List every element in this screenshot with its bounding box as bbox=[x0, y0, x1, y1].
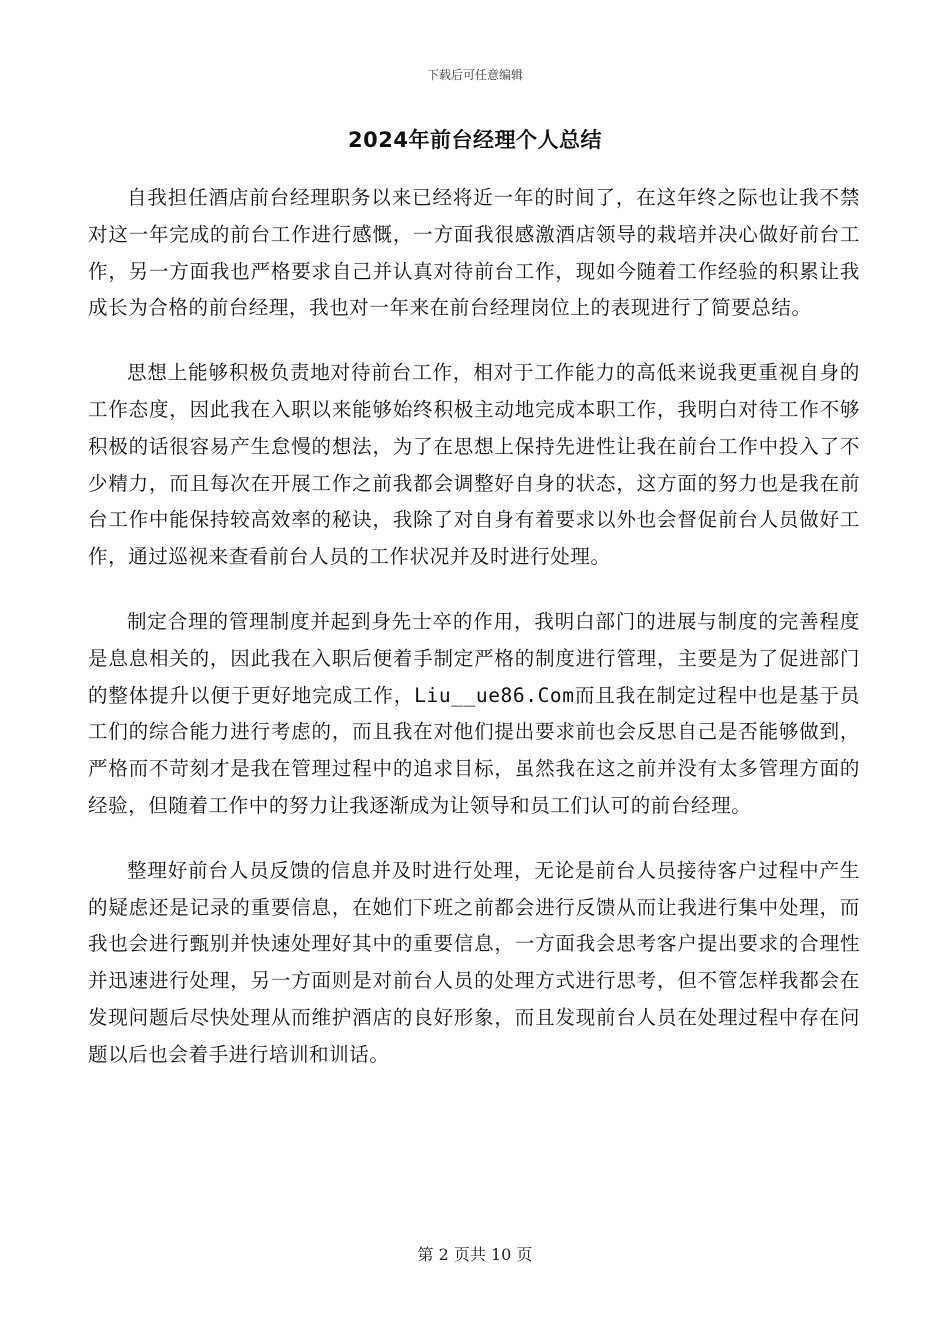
header-note: 下载后可任意编辑 bbox=[426, 68, 523, 82]
paragraph-1: 自我担任酒店前台经理职务以来已经将近一年的时间了，在这年终之际也让我不禁对这一年完成的前台工作进行感慨，一方面我很感激酒店领导的栽培并决心做好前台工作，另一方面我也严格要求自己并认真对待前台工作，现如今随着工作经验的积累让我成长为合格的前台经理，我也对一年来在前台经理岗位上的表现进行了简要总结。 bbox=[88, 186, 860, 320]
page-number: 第 2 页共 10 页 bbox=[417, 1245, 533, 1264]
document-title: 2024年前台经理个人总结 bbox=[348, 128, 602, 152]
document-body bbox=[88, 180, 860, 1102]
paragraph-2: 思想上能够积极负责地对待前台工作，相对于工作能力的高低来说我更重视自身的工作态度，因此我在入职以来能够始终积极主动地完成本职工作，我明白对待工作不够积极的话很容易产生怠慢的想法，为了在思想上保持先进性让我在前台工作中投入了不少精力，而且每次在开展工作之前我都会调整好自身的状态，这方面的努力也是我在前台工作中能保持较高效率的秘诀，我除了对自身有着要求以外也会督促前台人员做好工作，通过巡视来查看前台人员的工作状况并及时进行处理。 bbox=[88, 361, 860, 569]
paragraph-3: 制定合理的管理制度并起到身先士卒的作用，我明白部门的进展与制度的完善程度是息息相关的，因此我在入职后便着手制定严格的制度进行管理，主要是为了促进部门的整体提升以便于更好地完成工作，Liu__ue86.Com而且我在制定过程中也是基于员工们的综合能力进行考虑的，而且我在对他们提出要求前也会反思自己是否能够做到，严格而不苛刻才是我在管理过程中的追求目标，虽然我在这之前并没有太多管理方面的经验，但随着工作中的努力让我逐渐成为让领导和员工们认可的前台经理。 bbox=[88, 609, 860, 817]
paragraph-4: 整理好前台人员反馈的信息并及时进行处理，无论是前台人员接待客户过程中产生的疑虑还是记录的重要信息，在她们下班之前都会进行反馈从而让我进行集中处理，而我也会进行甄别并快速处理好其中的重要信息，一方面我会思考客户提出要求的合理性并迅速进行处理，另一方面则是对前台人员的处理方式进行思考，但不管怎样我都会在发现问题后尽快处理从而维护酒店的良好形象，而且发现前台人员在处理过程中存在问题以后也会着手进行培训和训话。 bbox=[88, 858, 860, 1066]
